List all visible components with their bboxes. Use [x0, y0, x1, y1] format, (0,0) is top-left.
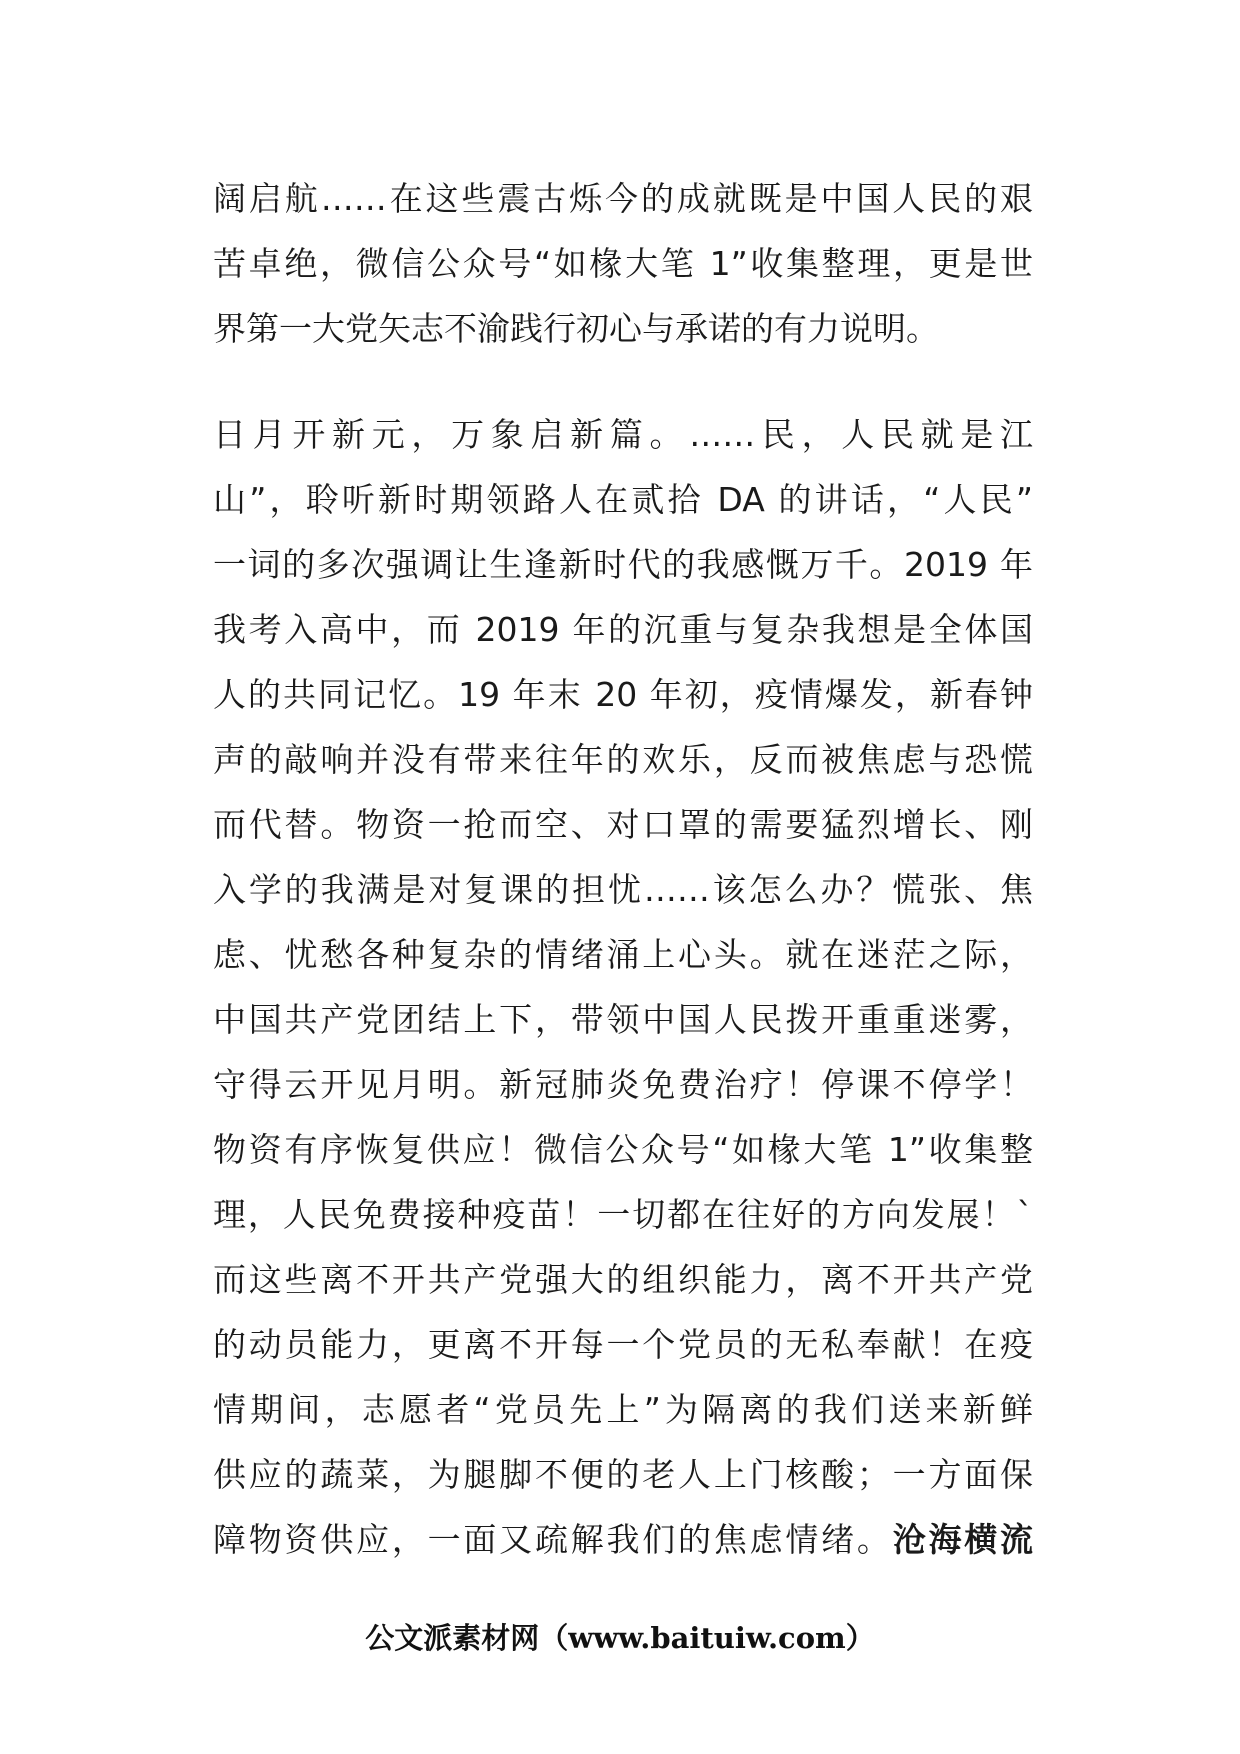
- text-line: 我考入高中，而 2019 年的沉重与复杂我想是全体国: [213, 610, 1033, 649]
- text-line: 的动员能力，更离不开每一个党员的无私奉献！在疫: [213, 1325, 1033, 1364]
- text-line: 声的敲响并没有带来往年的欢乐，反而被焦虑与恐慌: [213, 740, 1033, 779]
- footer-watermark: 公文派素材网（www.baituiw.com）: [365, 1621, 875, 1655]
- text-line: 入学的我满是对复课的担忧……该怎么办？慌张、焦: [213, 870, 1033, 909]
- text-line: 日月开新元，万象启新篇。……民，人民就是江: [213, 415, 1033, 454]
- text-line: 苦卓绝，微信公众号“如椽大笔 1”收集整理，更是世: [213, 244, 1033, 283]
- paragraph-2: [213, 402, 1033, 1572]
- text-line: 理，人民免费接种疫苗！一切都在往好的方向发展！`: [213, 1195, 1033, 1234]
- text-line: 供应的蔬菜，为腿脚不便的老人上门核酸；一方面保: [213, 1455, 1033, 1494]
- text-line: 虑、忧愁各种复杂的情绪涌上心头。就在迷茫之际，: [213, 935, 1033, 974]
- text-line: 一词的多次强调让生逢新时代的我感慨万千。2019 年: [213, 545, 1033, 584]
- text-line: 而这些离不开共产党强大的组织能力，离不开共产党: [213, 1260, 1033, 1299]
- text-line: 物资有序恢复供应！微信公众号“如椽大笔 1”收集整: [213, 1130, 1033, 1169]
- text-line: 情期间，志愿者“党员先上”为隔离的我们送来新鲜: [213, 1390, 1033, 1429]
- text-line: 界第一大党矢志不渝践行初心与承诺的有力说明。: [213, 309, 939, 348]
- text-line: 人的共同记忆。19 年末 20 年初，疫情爆发，新春钟: [213, 675, 1033, 714]
- text-line-final: [213, 1507, 1033, 1572]
- paragraph-1: [213, 166, 1033, 361]
- text-line: 山”，聆听新时期领路人在贰拾 DA 的讲话，“人民”: [213, 480, 1033, 519]
- final-line-bold-text: 沧海横流: [892, 1520, 1034, 1559]
- text-line: 而代替。物资一抢而空、对口罩的需要猛烈增长、刚: [213, 805, 1033, 844]
- text-line: 阔启航……在这些震古烁今的成就既是中国人民的艰: [213, 179, 1033, 218]
- final-line-text: 障物资供应，一面又疏解我们的焦虑情绪。: [213, 1520, 893, 1559]
- text-line: 中国共产党团结上下，带领中国人民拨开重重迷雾，: [213, 1000, 1033, 1039]
- text-line: 守得云开见月明。新冠肺炎免费治疗！停课不停学！: [213, 1065, 1033, 1104]
